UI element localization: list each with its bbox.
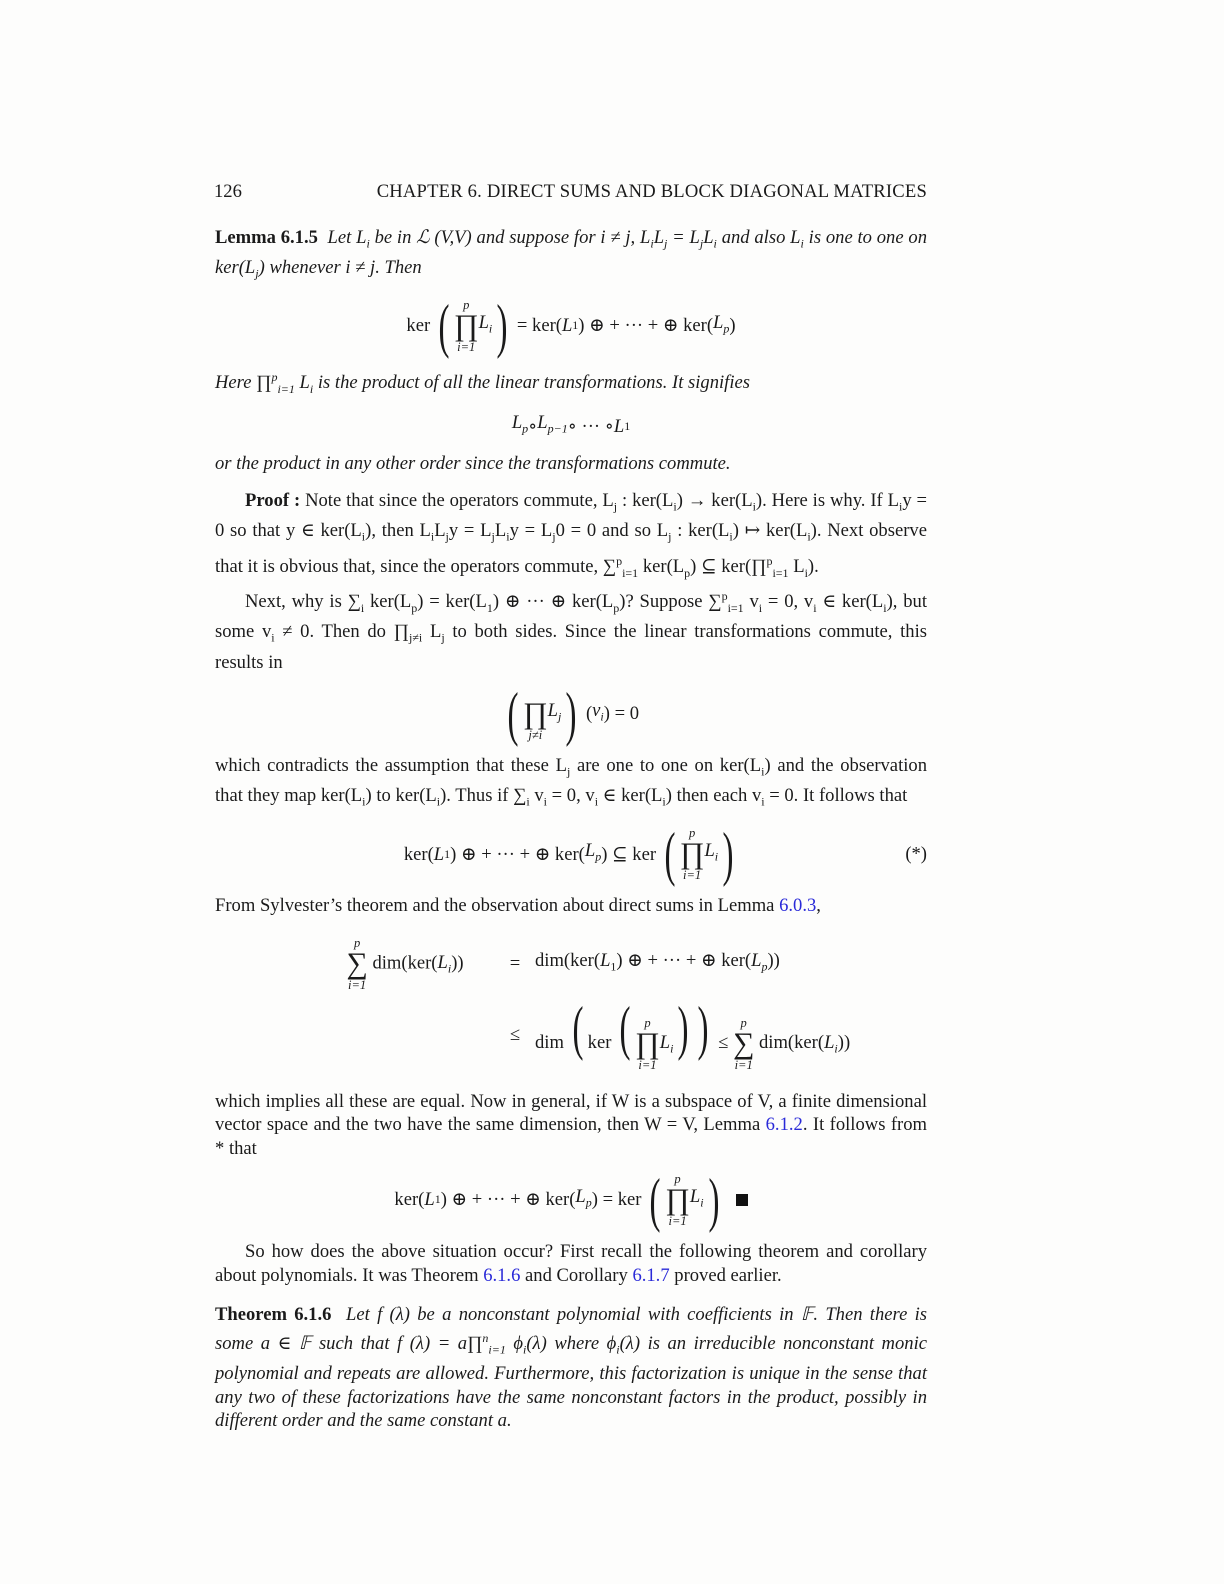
proof-paragraph-1: Proof : Note that since the operators commute, $L_j$ : $ker(L_i) \to ker(L_i)$. Here is why. If $L_iy = 0$ so that y ∈ $ker(L_i)$, then $L_iL_jy = L_jL_iy = L_j0 = 0$ and so $L_j$ : $ker(L_i)$ ↦ $ker(L_i)$. Next observe that it is obvious that, since the operators commute, ∑$^p_{i=1}$ $ker(L_p)$ ⊆ ker(∏$^p_{i=1}$ $L_i$). [215,490,927,580]
lemma-statement: Lemma 6.1.5 Let $L_i$ be in ℒ (V,V) and suppose for i ≠ j, $L_iL_j = L_jL_i$ and also $L_i$ is one to one on $ker(L_j)$ whenever i ≠ j. Then [215,226,928,281]
equation-final: ker( L 1 ) ⊕ + ··· + ⊕ ker( $L_p$ ) = ker ( p ∏ i=1 $L_i$ ) [215,1170,927,1230]
lemma-here: Here ∏$^p_{i=1}$ $L_i$ is the product of all the linear transformations. It signifies [215,369,750,396]
equation-lemma: ker ( p ∏ i=1 $L_i$ ) = ker( L 1 ) ⊕ + ··· + ⊕ ker( $L_p$ ) [406,292,736,359]
proof-paragraph-2: Next, why is $\sum_i$ $ker(L_p) = ker(L_1)$ ⊕ ··· ⊕ $ker(L_p)$? Suppose ∑$^p_{i=1}$ $v_i = 0$, $v_i$ ∈ $ker(L_i)$, but some $v_i \ne 0$. Then do $\prod_{j\ne i}$ $L_j$ to both sides. Since the linear transformations commute, this results in [215,588,927,673]
running-header [215,180,927,204]
proof-label: Proof : [245,490,301,512]
equation-star: ker( L 1 ) ⊕ + ··· + ⊕ ker( $L_p$ ) ⊆ ker ( p ∏ i=1 $L_i$ ) (*) [403,821,927,888]
page-number: 126 [214,181,242,202]
lemma-label: Lemma 6.1.5 [215,226,318,248]
theorem-statement: Theorem 6.1.6 Let f (λ) be a nonconstant polynomial with coefficients in 𝔽. Then there is some a ∈ 𝔽 such that f (λ) = a∏$^n_{i=1}$ $\phi_i(\lambda)$ where $\phi_i(\lambda)$ is an irreducible nonconstant monic polynomial and repeats are allowed. Furthermore, this factorization is unique in the sense that any two of these factorizations have the same nonconstant factors in the product, possibly in different order and the same constant a. [215,1304,928,1432]
lemma-other-order: or the product in any other order since the transformations commute. [215,452,731,474]
qed-square-icon [736,1194,748,1206]
equation-product-vi: ( ∏ j≠i $L_j$ ) ( $v_i$ ) = 0 [507,681,640,748]
paragraph-situation: So how does the above situation occur? First recall the following theorem and corollary about polynomials. It was Theorem 6.1.6 and Corollary 6.1.7 proved earlier. [215,1241,927,1286]
equation-tag: (*) [905,843,927,865]
link-theorem-6-1-6[interactable]: 6.1.6 [483,1264,521,1286]
page-content [215,180,927,1433]
equation-composition: $L_p$ ∘ $L_{p-1}$ ∘ ··· ∘ L 1 [511,412,631,437]
chapter-title: CHAPTER 6. DIRECT SUMS AND BLOCK DIAGONAL MATRICES [376,181,927,202]
theorem-label: Theorem 6.1.6 [215,1304,332,1326]
proof-paragraph-3: which contradicts the assumption that these $L_j$ are one to one on $ker(L_i)$ and the observation that they map $ker(L_i)$ to $ker(L_i)$. Thus if $\sum_i$ $v_i = 0$, $v_i$ ∈ $ker(L_i)$ then each $v_i = 0$. It follows that [215,755,927,809]
equation-dimensions: p ∑ i=1 $dim(ker(L_i))$ = $dim(ker(L_1)$ ⊕ + ··· + ⊕ $ker(L_p)$) ≤ dim ( ker ( p ∏ i=1 $L_i$) ) ≤ p ∑ i=1 $dim(ker(L_i))$ [346,935,851,1072]
link-lemma-6-0-3[interactable]: 6.0.3 [779,895,817,917]
proof-paragraph-5: which implies all these are equal. Now in general, if W is a subspace of V, a finite dimensional vector space and the two have the same dimension, then W = V, Lemma 6.1.2. It follows from * that [215,1090,927,1159]
proof-paragraph-4: From Sylvester’s theorem and the observation about direct sums in Lemma 6.0.3, [215,895,821,917]
link-corollary-6-1-7[interactable]: 6.1.7 [632,1264,670,1286]
link-lemma-6-1-2[interactable]: 6.1.2 [765,1114,803,1136]
